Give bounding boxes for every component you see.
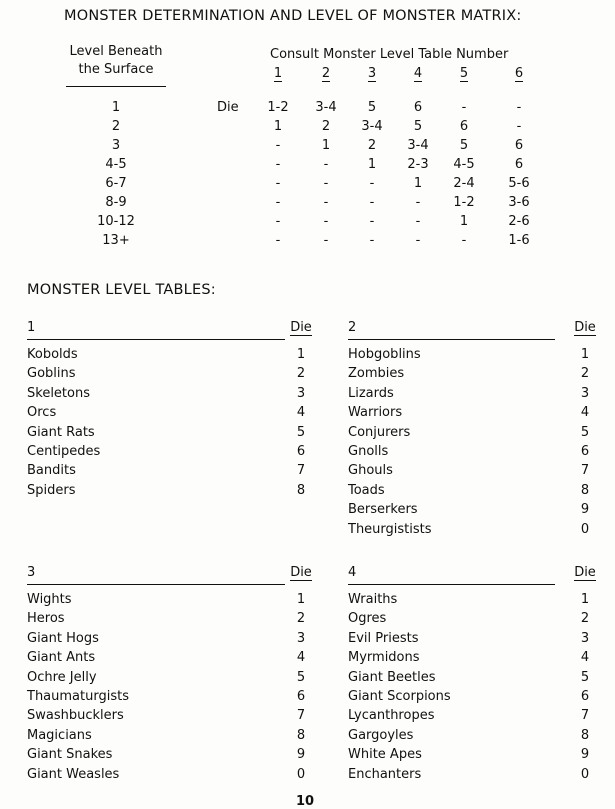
monster-die: 0 xyxy=(580,766,590,782)
monster-name: Centipedes xyxy=(27,444,101,459)
table-number-label: 3 xyxy=(367,66,377,81)
table-number: 4 xyxy=(348,565,357,580)
monster-die: 7 xyxy=(296,463,306,479)
matrix-cell: - xyxy=(369,214,375,229)
monster-name: Toads xyxy=(348,482,385,498)
matrix-cell: - xyxy=(323,157,329,172)
monster-die: 5 xyxy=(580,669,590,685)
matrix-cell: - xyxy=(516,100,522,115)
consult-header: Consult Monster Level Table Number xyxy=(270,47,509,62)
matrix-cell: - xyxy=(415,195,421,210)
monster-name: Giant Rats xyxy=(27,424,95,440)
matrix-cell: 3-4 xyxy=(315,100,337,115)
matrix-level-cell: 8-9 xyxy=(105,195,127,210)
matrix-cell: - xyxy=(461,100,467,115)
monster-die: 4 xyxy=(580,405,590,421)
monster-name: Gnolls xyxy=(348,444,389,459)
matrix-cell: 6 xyxy=(459,119,469,134)
level-header-line2: the Surface xyxy=(78,62,154,77)
table-header-rule xyxy=(27,584,285,585)
matrix-cell: - xyxy=(275,138,281,153)
monster-die: 1 xyxy=(580,347,590,362)
matrix-level-cell: 13+ xyxy=(102,233,130,248)
monster-die: 9 xyxy=(580,747,590,763)
monster-name: Wraiths xyxy=(348,592,398,607)
matrix-cell: - xyxy=(369,176,375,191)
monster-name: White Apes xyxy=(348,747,422,763)
monster-name: Bandits xyxy=(27,463,76,479)
matrix-cell: - xyxy=(369,195,375,210)
matrix-level-cell: 4-5 xyxy=(105,157,127,172)
monster-die: 6 xyxy=(296,689,306,704)
monster-name: Lycanthropes xyxy=(348,708,435,724)
matrix-cell: 1 xyxy=(273,119,283,134)
die-header-label: Die xyxy=(290,565,312,580)
monster-name: Hobgoblins xyxy=(348,347,421,362)
matrix-cell: 2-3 xyxy=(407,157,429,172)
monster-name: Giant Weasles xyxy=(27,766,120,782)
monster-die: 3 xyxy=(296,385,306,401)
matrix-cell: - xyxy=(275,233,281,248)
monster-die: 7 xyxy=(580,463,590,479)
monster-name: Giant Scorpions xyxy=(348,689,451,704)
monster-die: 1 xyxy=(296,592,306,607)
monster-die: 1 xyxy=(296,347,306,362)
monster-name: Ochre Jelly xyxy=(27,669,97,685)
matrix-cell: - xyxy=(275,176,281,191)
matrix-cell: - xyxy=(516,119,522,134)
monster-die: 1 xyxy=(580,592,590,607)
die-header-label: Die xyxy=(574,320,596,335)
monster-die: 0 xyxy=(296,766,306,782)
monster-name: Evil Priests xyxy=(348,630,419,646)
matrix-cell: 6 xyxy=(413,100,423,115)
monster-name: Warriors xyxy=(348,405,403,421)
monster-name: Giant Snakes xyxy=(27,747,113,763)
monster-die: 5 xyxy=(296,424,306,440)
page-number: 10 xyxy=(295,794,315,809)
matrix-cell: 6 xyxy=(514,138,524,153)
table-number: 3 xyxy=(27,565,36,580)
level-header-line1: Level Beneath xyxy=(69,44,163,59)
table-number-label: 5 xyxy=(459,66,469,81)
matrix-cell: - xyxy=(415,214,421,229)
monster-die: 6 xyxy=(296,444,306,459)
monster-name: Zombies xyxy=(348,366,405,382)
monster-name: Spiders xyxy=(27,482,76,498)
monster-die: 6 xyxy=(580,689,590,704)
matrix-cell: - xyxy=(275,214,281,229)
monster-name: Kobolds xyxy=(27,347,78,362)
monster-die: 2 xyxy=(580,366,590,382)
table-header-rule xyxy=(348,339,555,340)
table-number-label: 4 xyxy=(413,66,423,81)
matrix-cell: 1 xyxy=(367,157,377,172)
die-header xyxy=(286,320,316,335)
matrix-cell: 1-6 xyxy=(508,233,530,248)
monster-name: Berserkers xyxy=(348,502,418,518)
monster-name: Conjurers xyxy=(348,424,411,440)
table-number-label: 2 xyxy=(321,66,331,81)
matrix-cell: - xyxy=(461,233,467,248)
matrix-cell: 5-6 xyxy=(508,176,530,191)
monster-die: 7 xyxy=(580,708,590,724)
matrix-cell: 3-4 xyxy=(361,119,383,134)
matrix-cell: 1-2 xyxy=(453,195,475,210)
matrix-cell: 3-6 xyxy=(508,195,530,210)
matrix-cell: 1 xyxy=(321,138,331,153)
table-number-header xyxy=(434,66,494,81)
matrix-cell: - xyxy=(275,157,281,172)
matrix-cell: - xyxy=(323,214,329,229)
monster-name: Swashbucklers xyxy=(27,708,124,724)
matrix-cell: 2 xyxy=(321,119,331,134)
die-header xyxy=(570,320,600,335)
table-number-header xyxy=(489,66,549,81)
die-header xyxy=(286,565,316,580)
matrix-cell: 6 xyxy=(514,157,524,172)
monster-die: 4 xyxy=(296,650,306,666)
monster-die: 3 xyxy=(580,630,590,646)
table-number-label: 1 xyxy=(273,66,283,81)
monster-name: Lizards xyxy=(348,385,394,401)
monster-die: 9 xyxy=(296,747,306,763)
matrix-cell: 2-4 xyxy=(453,176,475,191)
monster-name: Gargoyles xyxy=(348,727,414,743)
monster-die: 6 xyxy=(580,444,590,459)
table-number-label: 6 xyxy=(514,66,524,81)
matrix-level-cell: 10-12 xyxy=(97,214,135,229)
monster-name: Goblins xyxy=(27,366,76,382)
matrix-cell: 1 xyxy=(413,176,423,191)
die-header-label: Die xyxy=(574,565,596,580)
table-header-rule xyxy=(27,339,285,340)
monster-die: 3 xyxy=(296,630,306,646)
level-header-rule xyxy=(66,86,166,87)
matrix-level-cell: 2 xyxy=(111,119,121,134)
monster-name: Giant Ants xyxy=(27,650,96,666)
matrix-cell: 1 xyxy=(459,214,469,229)
monster-name: Myrmidons xyxy=(348,650,420,666)
monster-die: 2 xyxy=(296,611,306,627)
monster-die: 2 xyxy=(296,366,306,382)
monster-name: Giant Hogs xyxy=(27,630,99,646)
matrix-level-cell: 6-7 xyxy=(105,176,127,191)
matrix-cell: - xyxy=(369,233,375,248)
matrix-cell: - xyxy=(415,233,421,248)
monster-die: 8 xyxy=(580,482,590,498)
monster-die: 8 xyxy=(580,727,590,743)
matrix-cell: 1-2 xyxy=(267,100,289,115)
die-header-label: Die xyxy=(290,320,312,335)
monster-die: 3 xyxy=(580,385,590,401)
table-header-rule xyxy=(348,584,555,585)
table-number: 1 xyxy=(27,320,36,335)
monster-die: 9 xyxy=(580,502,590,518)
die-header xyxy=(570,565,600,580)
monster-die: 5 xyxy=(296,669,306,685)
matrix-cell: - xyxy=(323,176,329,191)
monster-name: Ghouls xyxy=(348,463,393,479)
matrix-cell: - xyxy=(275,195,281,210)
monster-name: Skeletons xyxy=(27,385,90,401)
monster-name: Ogres xyxy=(348,611,387,627)
monster-die: 4 xyxy=(580,650,590,666)
monster-name: Heros xyxy=(27,611,65,627)
matrix-level-cell: 1 xyxy=(111,100,121,115)
monster-name: Theurgistists xyxy=(348,521,432,537)
monster-name: Giant Beetles xyxy=(348,669,436,685)
monster-die: 4 xyxy=(296,405,306,421)
monster-die: 0 xyxy=(580,521,590,537)
monster-die: 2 xyxy=(580,611,590,627)
monster-name: Orcs xyxy=(27,405,57,421)
monster-die: 5 xyxy=(580,424,590,440)
matrix-cell: 3-4 xyxy=(407,138,429,153)
matrix-cell: 2 xyxy=(367,138,377,153)
level-tables-title: MONSTER LEVEL TABLES: xyxy=(27,282,216,298)
monster-die: 7 xyxy=(296,708,306,724)
matrix-level-cell: 3 xyxy=(111,138,121,153)
monster-name: Thaumaturgists xyxy=(27,689,129,704)
matrix-die-label: Die xyxy=(217,100,239,115)
monster-name: Enchanters xyxy=(348,766,422,782)
matrix-cell: 5 xyxy=(413,119,423,134)
table-number: 2 xyxy=(348,320,357,335)
monster-name: Wights xyxy=(27,592,72,607)
matrix-cell: 5 xyxy=(367,100,377,115)
monster-die: 8 xyxy=(296,727,306,743)
matrix-cell: - xyxy=(323,195,329,210)
matrix-title: MONSTER DETERMINATION AND LEVEL OF MONSTER MATRIX: xyxy=(64,8,522,24)
matrix-cell: 5 xyxy=(459,138,469,153)
matrix-cell: 2-6 xyxy=(508,214,530,229)
monster-name: Magicians xyxy=(27,727,92,743)
matrix-cell: 4-5 xyxy=(453,157,475,172)
matrix-cell: - xyxy=(323,233,329,248)
monster-die: 8 xyxy=(296,482,306,498)
